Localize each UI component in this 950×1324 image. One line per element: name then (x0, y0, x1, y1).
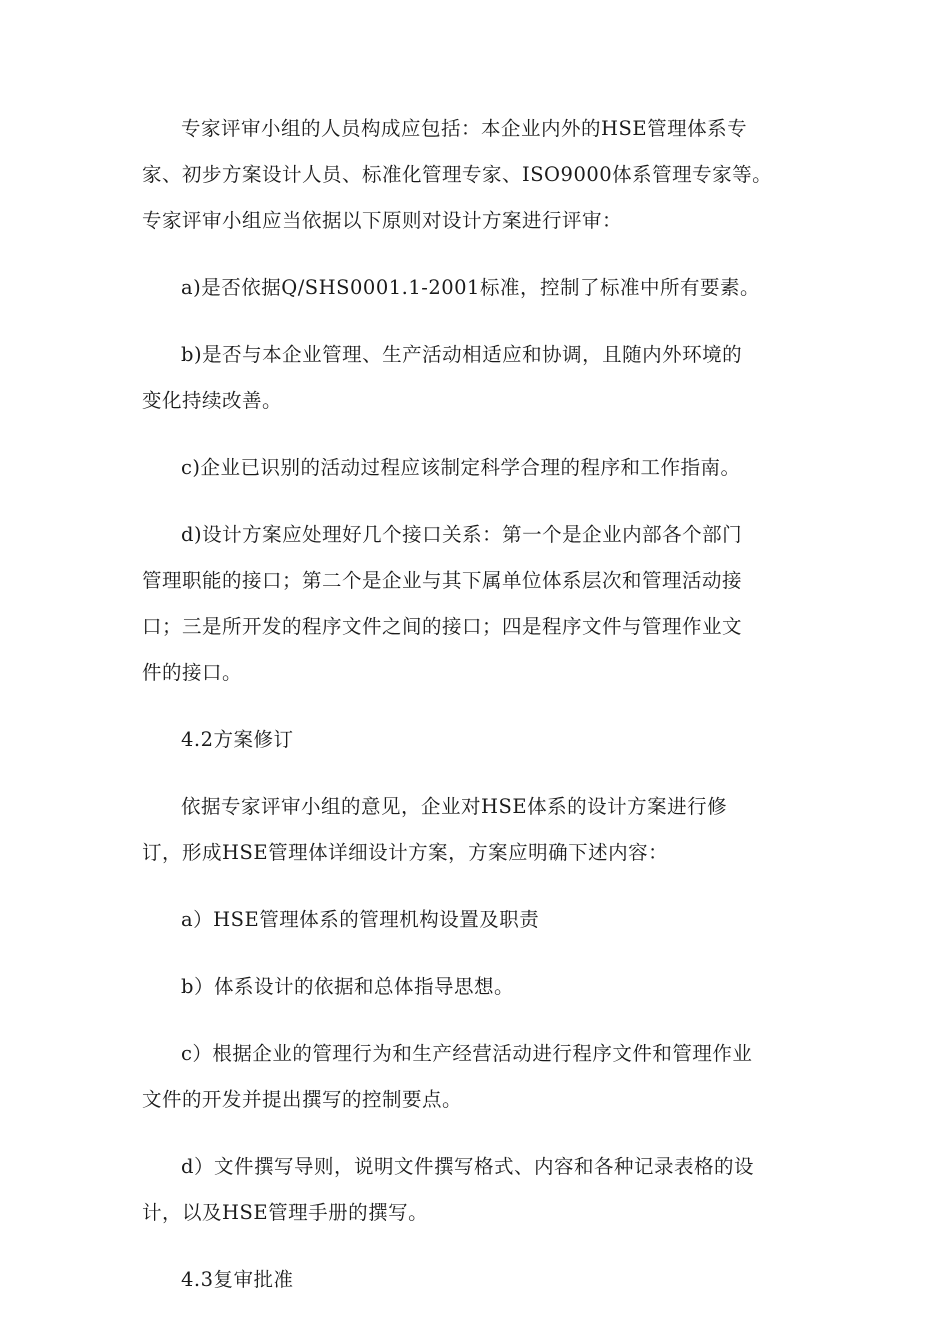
paragraph-content-b (142, 964, 806, 1010)
text-line: d)设计方案应处理好几个接口关系：第一个是企业内部各个部门 (181, 523, 743, 546)
paragraph-expert-panel (142, 106, 806, 244)
text-line: a)是否依据Q/SHS0001.1-2001标准，控制了标准中所有要素。 (181, 276, 760, 299)
text-line: 文件的开发并提出撰写的控制要点。 (142, 1088, 463, 1111)
paragraph-content-c (142, 1031, 806, 1123)
paragraph-criterion-d (142, 512, 806, 696)
text-line: 专家评审小组应当依据以下原则对设计方案进行评审： (142, 209, 623, 232)
paragraph-criterion-b (142, 332, 806, 424)
text-line: 订，形成HSE管理体详细设计方案，方案应明确下述内容： (142, 841, 669, 864)
paragraph-content-a (142, 897, 806, 943)
text-line: b）体系设计的依据和总体指导思想。 (181, 975, 514, 998)
paragraph-criterion-c (142, 445, 806, 491)
heading-text: 4.2方案修订 (181, 728, 294, 751)
text-line: 家、初步方案设计人员、标准化管理专家、ISO9000体系管理专家等。 (142, 163, 773, 186)
text-line: 依据专家评审小组的意见，企业对HSE体系的设计方案进行修 (181, 795, 728, 818)
text-line: b)是否与本企业管理、生产活动相适应和协调，且随内外环境的 (181, 343, 743, 366)
text-line: 管理职能的接口；第二个是企业与其下属单位体系层次和管理活动接 (142, 569, 743, 592)
text-line: a）HSE管理体系的管理机构设置及职责 (181, 908, 540, 931)
paragraph-criterion-a (142, 265, 806, 311)
text-line: d）文件撰写导则，说明文件撰写格式、内容和各种记录表格的设 (181, 1155, 754, 1178)
paragraph-content-d (142, 1144, 806, 1236)
text-line: 计，以及HSE管理手册的撰写。 (142, 1201, 429, 1224)
text-line: 专家评审小组的人员构成应包括：本企业内外的HSE管理体系专 (181, 117, 748, 140)
heading-text: 4.3复审批准 (181, 1268, 294, 1291)
section-heading-4-3 (142, 1257, 806, 1303)
text-line: 口；三是所开发的程序文件之间的接口；四是程序文件与管理作业文 (142, 615, 743, 638)
document-page (142, 106, 806, 1324)
text-line: c）根据企业的管理行为和生产经营活动进行程序文件和管理作业 (181, 1042, 753, 1065)
paragraph-revision (142, 784, 806, 876)
text-line: c)企业已识别的活动过程应该制定科学合理的程序和工作指南。 (181, 456, 741, 479)
text-line: 件的接口。 (142, 661, 243, 684)
section-heading-4-2 (142, 717, 806, 763)
text-line: 变化持续改善。 (142, 389, 283, 412)
